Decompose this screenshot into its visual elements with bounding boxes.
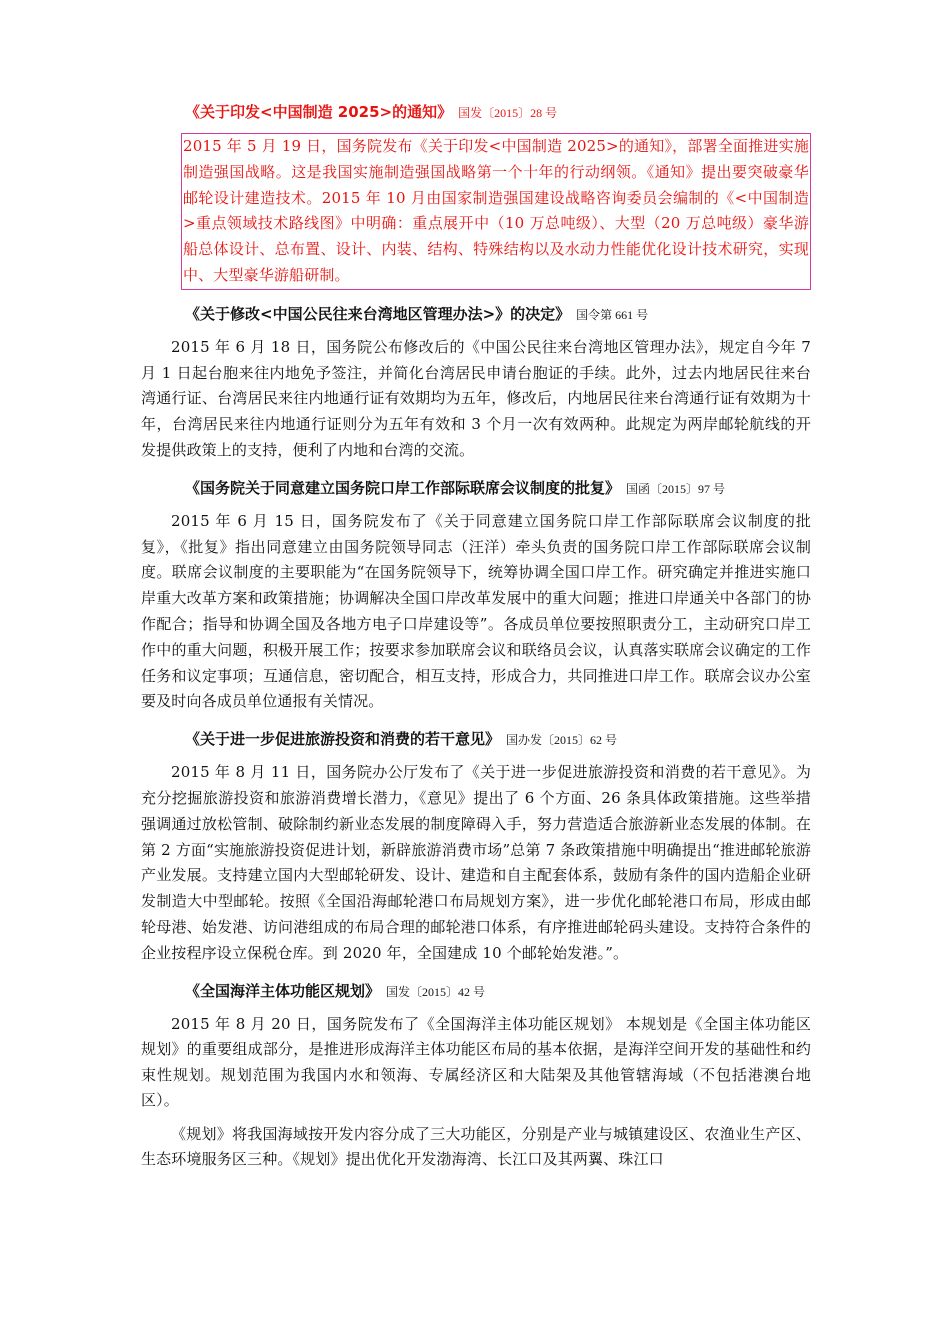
paragraph: 2015 年 8 月 11 日，国务院办公厅发布了《关于进一步促进旅游投资和消费的若干意见》。为充分挖掘旅游投资和旅游消费增长潜力，《意见》提出了 6 个方面、26 条具体政策措施。这些举措强调通过放松管制、破除制约新业态发展的制度障碍入手，努力营造适合旅游新业态发展的体制。在第 2 方面“实施旅游投资促进计划，新辟旅游消费市场”总第 7 条政策措施中明确提出“推进邮轮旅游产业发展。支持建立国内大型邮轮研发、设计、建造和自主配套体系，鼓励有条件的国内造船企业研发制造大中型邮轮。按照《全国沿海邮轮港口布局规划方案》，进一步优化邮轮港口布局，形成由邮轮母港、始发港、访问港组成的布局合理的邮轮港口体系，有序推进邮轮码头建设。支持符合条件的企业按程序设立保税仓库。到 2020 年，全国建成 10 个邮轮始发港。”。 bbox=[141, 763, 811, 962]
paragraph: 2015 年 6 月 18 日，国务院公布修改后的《中国公民往来台湾地区管理办法》，规定自今年 7 月 1 日起台胞来往内地免予签注，并简化台湾居民申请台胞证的手续。此外，过去内地居民往来台湾通行证、台湾居民来往内地通行证有效期均为五年，修改后，内地居民往来台湾通行证有效期为十年，台湾居民来往内地通行证则分为五年有效和 3 个月一次有效两种。此规定为两岸邮轮航线的开发提供政策上的支持，便利了内地和台湾的交流。 bbox=[141, 337, 811, 459]
section-taiwan-travel-measures bbox=[141, 302, 811, 464]
title-text: 《国务院关于同意建立国务院口岸工作部际联席会议制度的批复》 bbox=[185, 478, 621, 497]
section-port-joint-meeting bbox=[141, 476, 811, 715]
section-tourism-investment bbox=[141, 727, 811, 966]
document-number: 国令第 661 号 bbox=[576, 307, 649, 322]
title-text: 《关于进一步促进旅游投资和消费的若干意见》 bbox=[185, 730, 501, 749]
section-title bbox=[185, 302, 811, 327]
document-body bbox=[141, 100, 811, 1185]
section-title bbox=[185, 100, 811, 125]
paragraph-highlighted: 2015 年 5 月 19 日，国务院发布《关于印发<中国制造 2025>的通知》，部署全面推进实施制造强国战略。这是我国实施制造强国战略第一个十年的行动纲领。《通知》提出要突破豪华邮轮设计建造技术。2015 年 10 月由国家制造强国建设战略咨询委员会编制的《<中国制造>重点领域技术路线图》中明确：重点展开中（10 万总吨级）、大型（20 万总吨级）豪华游船总体设计、总布置、设计、内装、结构、特殊结构以及水动力性能优化设计技术研究，实现中、大型豪华游船研制。 bbox=[181, 133, 811, 290]
document-number: 国函〔2015〕97 号 bbox=[626, 481, 726, 496]
section-made-in-china-2025 bbox=[141, 100, 811, 290]
paragraph: 《规划》将我国海域按开发内容分成了三大功能区，分别是产业与城镇建设区、农渔业生产区、生态环境服务区三种。《规划》提出优化开发渤海湾、长江口及其两翼、珠江口 bbox=[141, 1124, 811, 1169]
section-title bbox=[185, 979, 811, 1004]
title-text: 《全国海洋主体功能区规划》 bbox=[185, 981, 381, 1000]
document-number: 国发〔2015〕28 号 bbox=[458, 106, 558, 120]
section-marine-functional-zones bbox=[141, 979, 811, 1173]
paragraph: 2015 年 6 月 15 日，国务院发布了《关于同意建立国务院口岸工作部际联席会议制度的批复》，《批复》指出同意建立由国务院领导同志（汪洋）牵头负责的国务院口岸工作部际联席会议制度。联席会议制度的主要职能为“在国务院领导下，统筹协调全国口岸工作。研究确定并推进实施口岸重大改革方案和政策措施；协调解决全国口岸改革发展中的重大问题；推进口岸通关中各部门的协作配合；指导和协调全国及各地方电子口岸建设等”。各成员单位要按照职责分工，主动研究口岸工作中的重大问题，积极开展工作；按要求参加联席会议和联络员会议，认真落实联席会议确定的工作任务和议定事项；互通信息，密切配合，相互支持，形成合力，共同推进口岸工作。联席会议办公室要及时向各成员单位通报有关情况。 bbox=[141, 511, 811, 711]
section-title bbox=[185, 476, 811, 501]
title-text: 《关于修改<中国公民往来台湾地区管理办法>》的决定》 bbox=[185, 304, 571, 323]
paragraph: 2015 年 8 月 20 日，国务院发布了《全国海洋主体功能区规划》 本规划是《全国主体功能区规划》的重要组成部分，是推进形成海洋主体功能区布局的基本依据，是海洋空间开发的基础性和约束性规划。规划范围为我国内水和领海、专属经济区和大陆架及其他管辖海域（不包括港澳台地区）。 bbox=[141, 1014, 811, 1110]
document-number: 国办发〔2015〕62 号 bbox=[506, 733, 618, 748]
section-title bbox=[185, 727, 811, 752]
document-number: 国发〔2015〕42 号 bbox=[386, 984, 486, 999]
title-text: 《关于印发<中国制造 2025>的通知》 bbox=[185, 103, 453, 121]
